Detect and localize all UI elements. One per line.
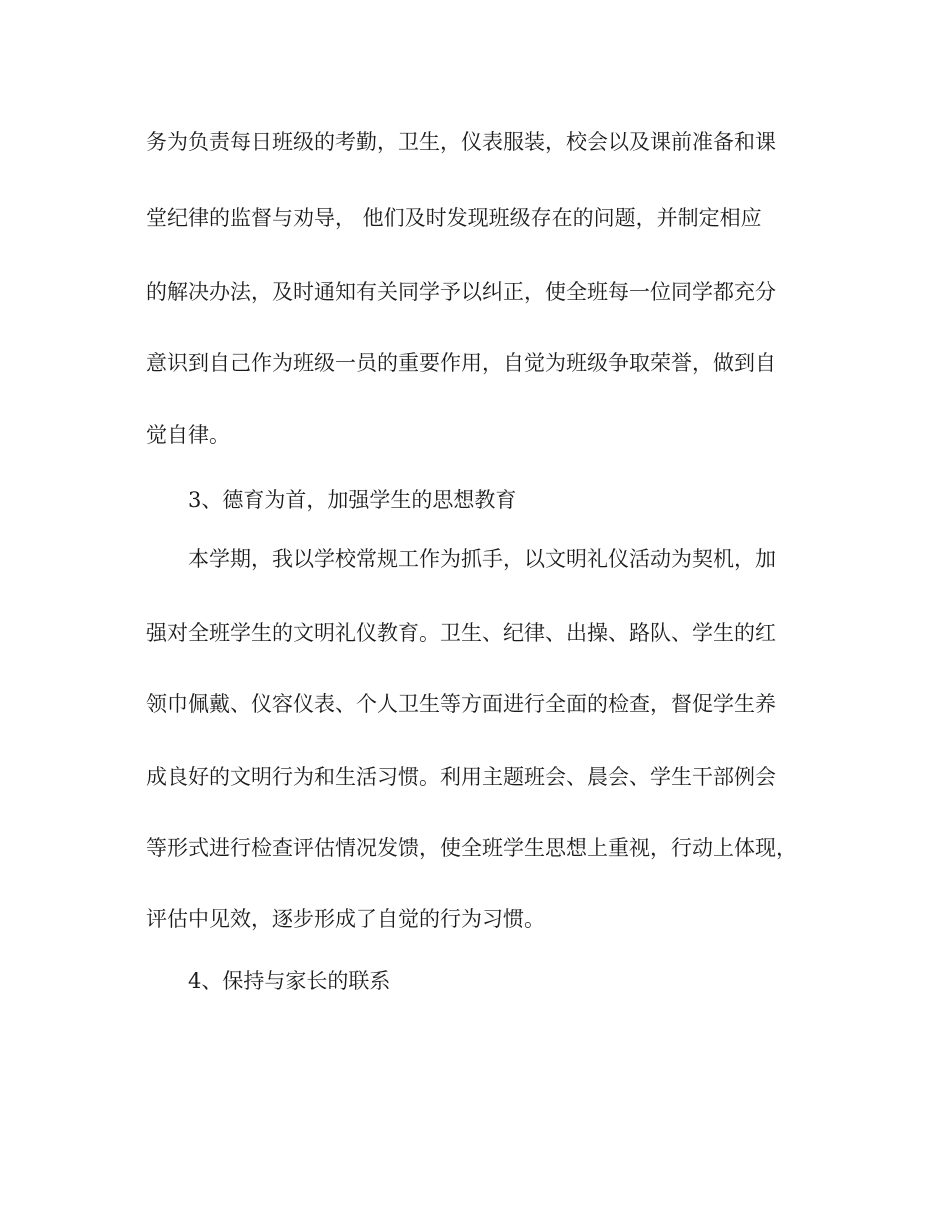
paragraph-line: 务为负责每日班级的考勤，卫生，仪表服装，校会以及课前准备和课 (146, 130, 776, 154)
paragraph-line: 意识到自己作为班级一员的重要作用，自觉为班级争取荣誉，做到自 (146, 351, 776, 375)
paragraph-line: 强对全班学生的文明礼仪教育。卫生、纪律、出操、路队、学生的红 (146, 621, 776, 645)
paragraph-line: 领巾佩戴、仪容仪表、个人卫生等方面进行全面的检查，督促学生养 (146, 692, 776, 716)
paragraph-line: 等形式进行检查评估情况发馈，使全班学生思想上重视，行动上体现， (146, 836, 797, 860)
section-heading: 4、保持与家长的联系 (188, 969, 391, 993)
paragraph-line: 成良好的文明行为和生活习惯。利用主题班会、晨会、学生干部例会 (146, 765, 776, 789)
paragraph-line: 堂纪律的监督与劝导， 他们及时发现班级存在的问题，并制定相应 (146, 206, 762, 230)
section-heading: 3、德育为首，加强学生的思想教育 (188, 488, 517, 512)
paragraph-line: 的解决办法，及时通知有关同学予以纠正，使全班每一位同学都充分 (146, 280, 776, 304)
paragraph-line: 觉自律。 (146, 423, 230, 447)
paragraph-line: 本学期，我以学校常规工作为抓手，以文明礼仪活动为契机，加 (188, 547, 776, 571)
paragraph-line: 评估中见效，逐步形成了自觉的行为习惯。 (146, 907, 545, 931)
